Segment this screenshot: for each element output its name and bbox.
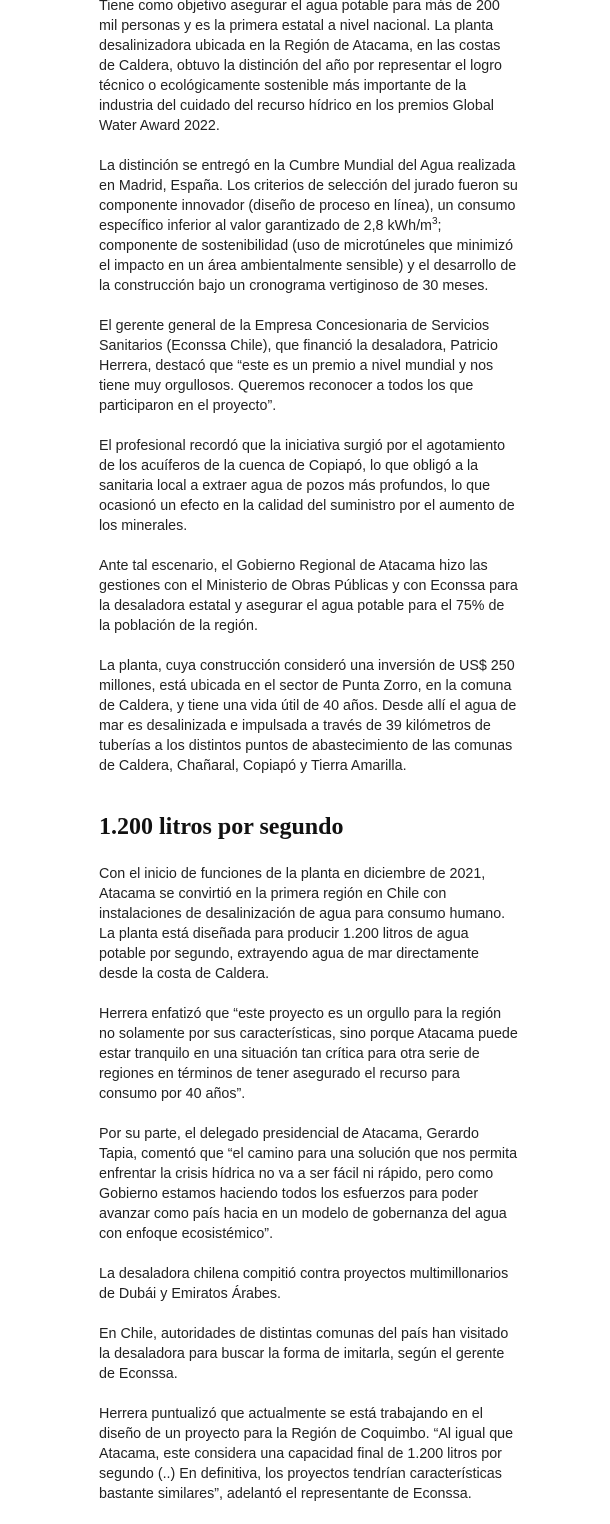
paragraph-plant-details: La planta, cuya construcción consideró una inversión de US$ 250 millones, está ubicada en el sector de Punta Zorro, en la comuna de Caldera, y tiene una vida útil de 40 años. Desde allí el agua de mar es desalinizada e impulsada a través de 39 kilómetros de tuberías a los distintos puntos de abastecimiento de las comunas de Caldera, Chañaral, Copiapó y Tierra Amarilla. (99, 658, 517, 774)
paragraph-delegate-quote: Por su parte, el delegado presidencial de Atacama, Gerardo Tapia, comentó que “el camino para una solución que nos permita enfrentar la crisis hídrica no va a ser fácil ni rápido, pero como Gobierno estamos haciendo todos los esfuerzos para poder avanzar como país hacia en un modelo de gobernanza del agua con enfoque ecosistémico”. (99, 1126, 518, 1242)
superscript-3: 3 (431, 216, 438, 228)
paragraph-criteria-text-end: ; componente de sostenibilidad (uso de microtúneles que minimizó el impacto en un área ambientalmente sensible) y el desarrollo de la construcción bajo un cronograma vertiginoso de 30 meses. (99, 218, 517, 294)
paragraph-origin: El profesional recordó que la iniciativa surgió por el agotamiento de los acuíferos de la cuenca de Copiapó, lo que obligó a la sanitaria local a extraer agua de pozos más profundos, lo que ocasionó un efecto en la calidad del suministro por el aumento de los minerales. (99, 438, 515, 534)
article-body (99, 0, 519, 1524)
section-heading: 1.200 litros por segundo (99, 814, 344, 840)
paragraph-quote-herrera: El gerente general de la Empresa Concesionaria de Servicios Sanitarios (Econssa Chile), que financió la desaladora, Patricio Herrera, destacó que “este es un premio a nivel mundial y nos tiene muy orgullosos. Queremos reconocer a todos los que participaron en el proyecto”. (99, 318, 498, 414)
paragraph-government: Ante tal escenario, el Gobierno Regional de Atacama hizo las gestiones con el Ministerio de Obras Públicas y con Econssa para la desaladora estatal y asegurar el agua potable para el 75% de la población de la región. (99, 558, 518, 634)
paragraph-intro: Tiene como objetivo asegurar el agua potable para más de 200 mil personas y es la primera estatal a nivel nacional. La planta desalinizadora ubicada en la Región de Atacama, en las costas de Caldera, obtuvo la distinción del año por representar el logro técnico o ecológicamente sostenible más importante de la industria del cuidado del recurso hídrico en los premios Global Water Award 2022. (99, 0, 502, 134)
paragraph-herrera-pride: Herrera enfatizó que “este proyecto es un orgullo para la región no solamente por sus características, sino porque Atacama puede estar tranquilo en una situación tan crítica para otra serie de regiones en términos de tener asegurado el recurso para consumo por 40 años”. (99, 1006, 518, 1102)
paragraph-criteria-text: La distinción se entregó en la Cumbre Mundial del Agua realizada en Madrid, España. Los criterios de selección del jurado fueron su componente innovador (diseño de proceso en línea), un consumo específico inferior al valor garantizado de 2,8 kWh/m (99, 158, 518, 234)
paragraph-visits: En Chile, autoridades de distintas comunas del país han visitado la desaladora para buscar la forma de imitarla, según el gerente de Econssa. (99, 1326, 509, 1382)
paragraph-criteria (99, 156, 519, 296)
paragraph-coquimbo: Herrera puntualizó que actualmente se está trabajando en el diseño de un proyecto para la Región de Coquimbo. “Al igual que Atacama, este considera una capacidad final de 1.200 litros por segundo (..) En definitiva, los proyectos tendrían características bastante similares”, adelantó el representante de Econssa. (99, 1406, 514, 1502)
paragraph-start-operations: Con el inicio de funciones de la planta en diciembre de 2021, Atacama se convirtió en la primera región en Chile con instalaciones de desalinización de agua para consumo humano. La planta está diseñada para producir 1.200 litros de agua potable por segundo, extrayendo agua de mar directamente desde la costa de Caldera. (99, 866, 506, 982)
paragraph-competition: La desaladora chilena compitió contra proyectos multimillonarios de Dubái y Emiratos Árabes. (99, 1266, 509, 1302)
